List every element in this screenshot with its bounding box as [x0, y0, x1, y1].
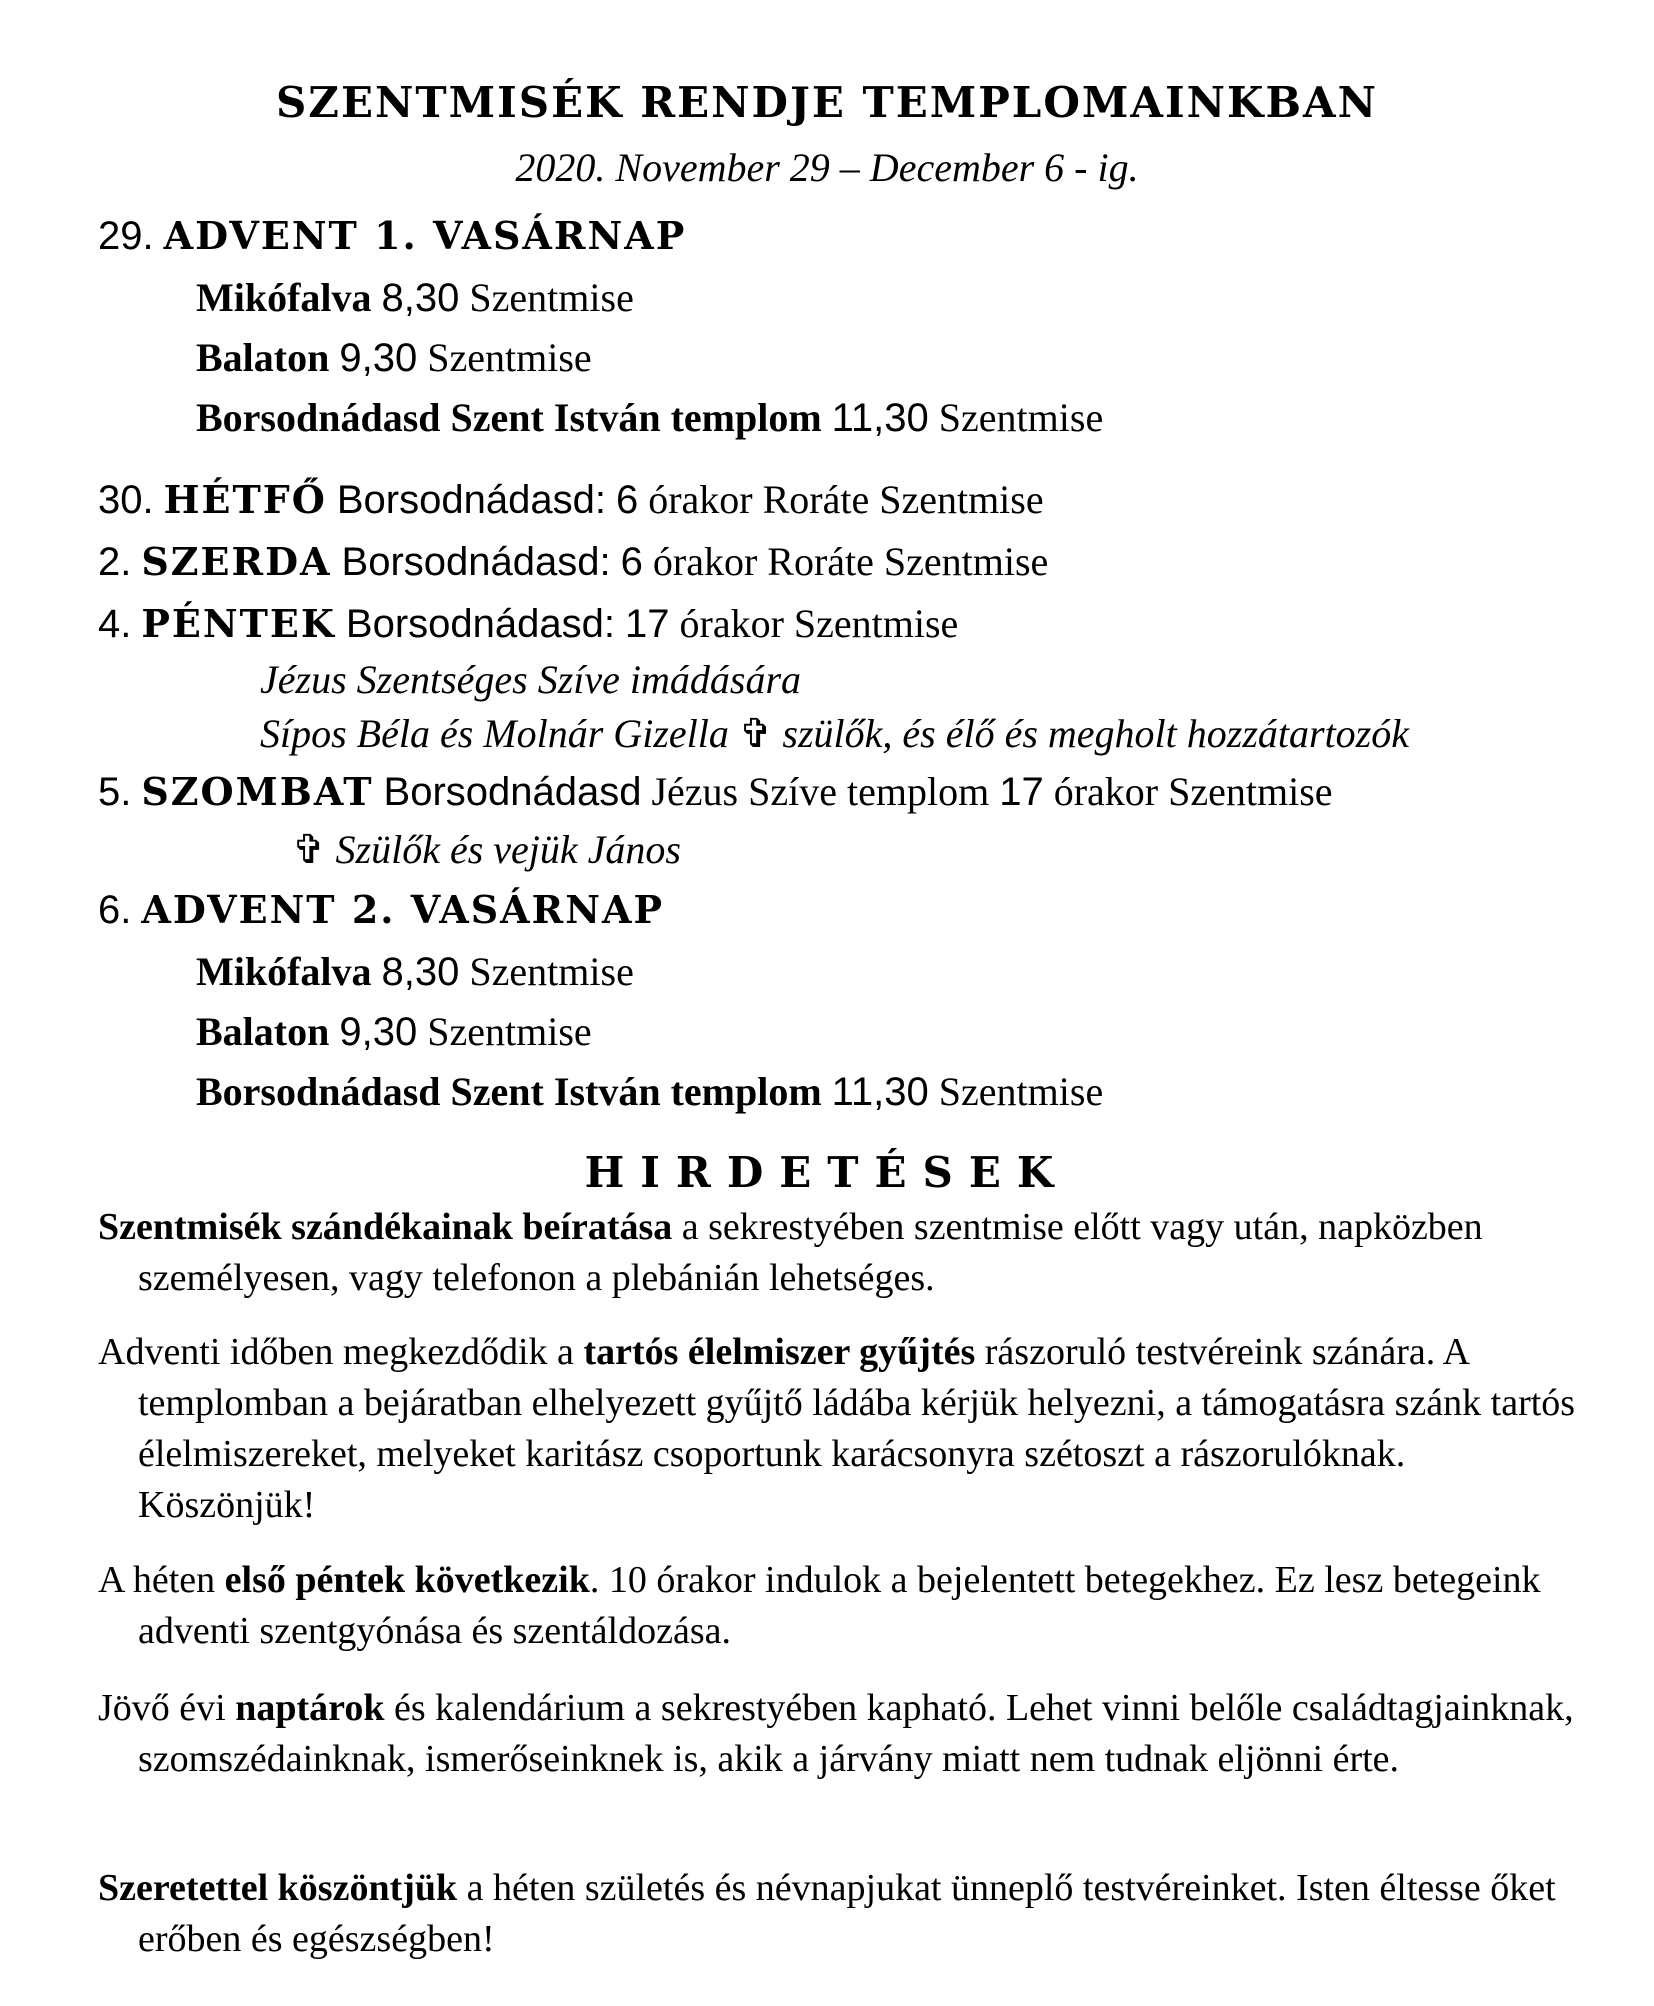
announcement-greetings: Szeretettel köszöntjük a héten születés és névnapjukat ünneplő testvéreinket. Isten éltesse őket erőben és egészségben!	[98, 1867, 1556, 1960]
day-29-heading: 29. ADVENT 1. VASÁRNAP	[98, 213, 687, 258]
day-4-intention-1: Jézus Szentséges Szíve imádására	[260, 657, 802, 702]
day-6-mass-1: Mikófalva 8,30 Szentmise	[196, 949, 634, 994]
day-5-intention: ✞ Szülők és vejük János	[292, 827, 681, 872]
announcement-food-drive: Adventi időben megkezdődik a tartós élelmiszer gyűjtés rászoruló testvéreink szánára. A templomban a bejáratban elhelyezett gyűjtő ládába kérjük helyezni, a támogatásra szánk tartós élelmiszereket, melyeket karitász csoportunk karácsonyra szétoszt a rászorulóknak. Köszönjük!	[98, 1331, 1576, 1526]
day-2-row: 2. SZERDA Borsodnádasd: 6 órakor Roráte Szentmise	[98, 539, 1049, 584]
day-4-intention-2: Sípos Béla és Molnár Gizella ✞ szülők, és élő és megholt hozzátartozók	[260, 711, 1409, 756]
cross-icon: ✞	[738, 711, 773, 756]
announcement-calendars: Jövő évi naptárok és kalendárium a sekrestyében kapható. Lehet vinni belőle családtagjainknak, szomszédainknak, ismerőseinknek is, akik a járvány miatt nem tudnak eljönni érte.	[98, 1687, 1574, 1780]
date-range: 2020. November 29 – December 6 - ig.	[515, 145, 1139, 190]
cross-icon: ✞	[292, 827, 326, 872]
day-6-heading: 6. ADVENT 2. VASÁRNAP	[98, 887, 665, 932]
announcements-title: HIRDETÉSEK	[584, 1148, 1070, 1197]
day-6-mass-2: Balaton 9,30 Szentmise	[196, 1009, 592, 1054]
day-29-mass-1: Mikófalva 8,30 Szentmise	[196, 275, 634, 320]
day-5-row: 5. SZOMBAT Borsodnádasd Jézus Szíve templom 17 órakor Szentmise	[98, 769, 1333, 814]
day-29-mass-3: Borsodnádasd Szent István templom 11,30 Szentmise	[196, 395, 1104, 440]
announcement-first-friday: A héten első péntek következik. 10 órakor indulok a bejelentett betegekhez. Ez lesz betegeink adventi szentgyónása és szentáldozása.	[98, 1559, 1541, 1652]
day-6-mass-3: Borsodnádasd Szent István templom 11,30 Szentmise	[196, 1069, 1104, 1114]
day-30-row: 30. HÉTFŐ Borsodnádasd: 6 órakor Roráte Szentmise	[98, 477, 1044, 522]
page-title: SZENTMISÉK RENDJE TEMPLOMAINKBAN	[275, 78, 1379, 127]
day-29-mass-2: Balaton 9,30 Szentmise	[196, 335, 592, 380]
announcement-intentions: Szentmisék szándékainak beíratása a sekrestyében szentmise előtt vagy után, napközben személyesen, vagy telefonon a plebánián lehetséges.	[98, 1206, 1483, 1299]
day-4-row: 4. PÉNTEK Borsodnádasd: 17 órakor Szentmise	[98, 601, 959, 646]
